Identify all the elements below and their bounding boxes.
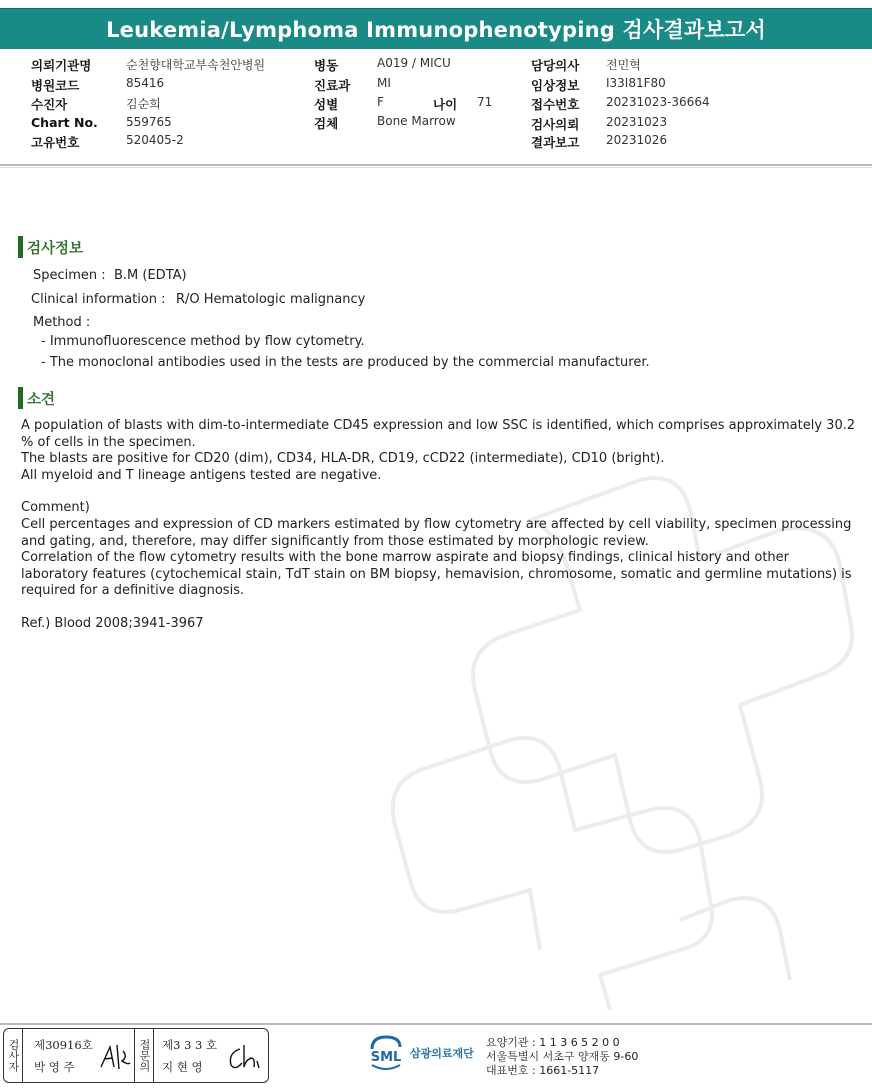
confirmer-name: 지 현 영	[162, 1060, 203, 1074]
logo-mark-text: SML	[370, 1050, 402, 1065]
findings-line: A population of blasts with dim-to-intermediate CD45 expression and low SSC is identified, which comprises approximately 30.2 % of cells in the specimen.	[21, 418, 856, 450]
header-label: 수진자	[31, 97, 68, 112]
sml-logo	[366, 1033, 474, 1073]
header-value: I33I81F80	[606, 76, 666, 90]
header-label: 의뢰기관명	[31, 58, 92, 73]
findings-heading	[18, 387, 55, 409]
header-value: Bone Marrow	[377, 114, 456, 128]
header-value: 520405-2	[126, 133, 184, 147]
specimen-label: Specimen :	[33, 268, 106, 283]
test-info-heading	[18, 236, 83, 258]
header-value: 순천향대학교부속천안병원	[126, 58, 266, 72]
method-line: - Immunofluorescence method by flow cytometry.	[41, 334, 365, 349]
comment-line: Correlation of the flow cytometry results with the bone marrow aspirate and biopsy findings, clinical history and other laboratory features (cytochemical stain, TdT stain on BM biopsy, hemavision, chromosome, somatic and germline mutations) is required for a definitive diagnosis.	[21, 550, 852, 598]
age-label: 나이	[433, 97, 458, 112]
header-label: Chart No.	[31, 115, 98, 130]
comment-line: Cell percentages and expression of CD markers estimated by flow cytometry are affected by cell viability, specimen processing and gating, and, therefore, may differ significantly from those estimated by morphologic review.	[21, 517, 852, 549]
header-label: 병원코드	[31, 78, 80, 93]
findings-line: All myeloid and T lineage antigens tested are negative.	[21, 468, 382, 483]
comment-label: Comment)	[21, 500, 90, 515]
header-value: 20231026	[606, 133, 668, 147]
header-label: 병동	[314, 58, 339, 73]
header-info	[0, 52, 872, 152]
report-title: Leukemia/Lymphoma Immunophenotyping 검사결과보고서	[0, 8, 872, 49]
examiner-label-text: 검사자	[7, 1039, 20, 1072]
examiner-label	[4, 1029, 23, 1082]
heading-bar	[18, 387, 23, 409]
findings-title: 소견	[27, 391, 56, 408]
method-label: Method :	[33, 315, 91, 330]
header-label: 담당의사	[531, 58, 580, 73]
contact-line: 대표번호 : 1661-5117	[486, 1064, 600, 1077]
header-value: 559765	[126, 115, 172, 129]
header-label: 고유번호	[31, 135, 80, 150]
header-value: 85416	[126, 76, 165, 90]
header-value: 전민혁	[606, 58, 641, 72]
footer-divider	[0, 1023, 872, 1025]
header-value: 20231023	[606, 115, 668, 129]
header-label: 검사의뢰	[531, 117, 580, 132]
header-label: 성별	[314, 97, 339, 112]
logo-name: 삼광의료재단	[410, 1047, 474, 1060]
contact-line: 요양기관 : 1 1 3 6 5 2 0 0	[486, 1036, 620, 1049]
clinical-label: Clinical information :	[31, 292, 166, 307]
header-label: 검체	[314, 116, 339, 131]
header-value: 20231023-36664	[606, 95, 710, 109]
header-divider-light	[0, 167, 872, 168]
examiner-name: 박 영 주	[34, 1060, 75, 1074]
header-label: 임상정보	[531, 78, 580, 93]
examiner-signature	[98, 1041, 132, 1073]
header-value: F	[377, 95, 384, 109]
sml-logo-mark	[366, 1033, 406, 1073]
specimen-value: B.M (EDTA)	[114, 268, 187, 283]
heading-bar	[18, 236, 23, 258]
confirmer-label-text: 접문의	[138, 1039, 151, 1072]
contact-line: 서울특별시 서초구 양재동 9-60	[486, 1050, 639, 1063]
confirmer-license: 제3 3 3 호	[162, 1038, 218, 1052]
test-info-title: 검사정보	[27, 240, 84, 257]
findings-line: The blasts are positive for CD20 (dim), CD34, HLA-DR, CD19, cCD22 (intermediate), CD10 (bright).	[21, 451, 665, 466]
age-value: 71	[477, 95, 493, 109]
examiner-license: 제30916호	[34, 1038, 93, 1052]
signature-box	[3, 1028, 269, 1083]
header-value: 김순희	[126, 97, 161, 111]
confirmer-label	[134, 1029, 154, 1082]
header-value: MI	[377, 76, 391, 90]
header-divider	[0, 164, 872, 166]
header-label: 접수번호	[531, 97, 580, 112]
contact-info	[486, 1036, 638, 1078]
method-line: - The monoclonal antibodies used in the tests are produced by the commercial manufacturer.	[41, 355, 650, 370]
reference: Ref.) Blood 2008;3941-3967	[21, 616, 204, 631]
header-label: 진료과	[314, 78, 351, 93]
clinical-value: R/O Hematologic malignancy	[176, 292, 366, 307]
header-label: 결과보고	[531, 135, 580, 150]
confirmer-signature	[226, 1041, 262, 1073]
header-value: A019 / MICU	[377, 56, 451, 70]
